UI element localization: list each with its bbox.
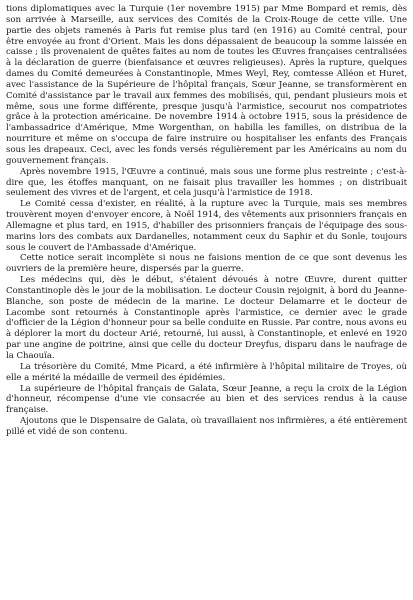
paragraph-6: La trésorière du Comité, Mme Picard, a été infirmière à l'hôpital militaire de Troyes, où elle a mérité la médaille de vermeil des épidémies. (6, 361, 407, 383)
paragraph-8: Ajoutons que le Dispensaire de Galata, où travaillaient nos infirmières, a été entièrement pillé et vidé de son contenu. (6, 416, 407, 437)
paragraph-7: La supérieure de l'hôpital français de Galata, Sœur Jeanne, a reçu la croix de la Légion d'honneur, récompense d'une vie consacrée au bien et des services rendus à la cause française. (6, 383, 407, 416)
paragraph-2: Après novembre 1915, l'Œuvre a continué, mais sous une forme plus restreinte ; c'est-à-dire que, les étoffes manquant, on ne faisait plus travailler les hommes ; on distribuait seulement des vivres et de l'argent, et cela jusqu'à l'armistice de 1918. (6, 166, 407, 199)
paragraph-4: Cette notice serait incomplète si nous ne faisions mention de ce que sont devenus les ouvriers de la première heure, dispersés par la guerre. (6, 253, 407, 275)
document-page (6, 4, 407, 596)
paragraph-1: tions diplomatiques avec la Turquie (1er novembre 1915) par Mme Bompard et remis, dès son arrivée à Marseille, aux services des Comités de la Croix-Rouge de cette ville. Une partie des objets ramenés à Paris fut remise plus tard (en 1916) au Comité central, pour être envoyée au front d'Orient. Mais les dons dépassaient de beaucoup la somme laissée en caisse ; ils provenaient de quêtes faites au nom de toutes les Œuvres françaises centralisées à la déclaration de guerre (bienfaisance et œuvres religieuses). Après la rupture, quelques dames du Comité demeurées à Constantinople, Mmes Weyl, Rey, comtesse Alléon et Huret, avec l'assistance de la Supérieure de l'hôpital français, Sœur Jeanne, se transformèrent en Comité d'assistance par le travail aux femmes des mobilisés, qui, pendant plusieurs mois et même, sous une forme différente, presque jusqu'à l'armistice, secourut nos compatriotes grâce à la protection américaine. De novembre 1914 à octobre 1915, sous la présidence de l'ambassadrice d'Amérique, Mme Worgenthan, on habilla les familles, on distribua de la nourriture et même on s'occupa de faire instruire ou hospitaliser les enfants des Français sous les drapeaux. Ceci, avec les fonds versés régulièrement par les Américains au nom du gouvernement français. (6, 4, 407, 166)
paragraph-5: Les médecins qui, dès le début, s'étaient dévoués à notre Œuvre, durent quitter Constantinople dès le jour de la mobilisation. Le docteur Cousin rejoignit, à bord du Jeanne-Blanche, son poste de médecin de la marine. Le docteur Delamarre et le docteur de Lacombe sont retournés à Constantinople après l'armistice, ce dernier avec le grade d'officier de la Légion d'honneur pour sa belle conduite en Russie. Par contre, nous avons eu à déplorer la mort du docteur Arié, retourné, lui aussi, à Constantinople, et enlevé en 1920 par une angine de poitrine, ainsi que celle du docteur Dreyfus, disparu dans le naufrage de la Chaouïa. (6, 275, 407, 361)
paragraph-3: Le Comité cessa d'exister, en réalité, à la rupture avec la Turquie, mais ses membres trouvèrent moyen d'envoyer encore, à Noël 1914, des vêtements aux prisonniers français en Allemagne et plus tard, en 1915, d'habiller des prisonniers français de l'équipage des sous-marins lors des combats aux Dardanelles, notamment ceux du Saphir et du Sonle, toujours sous le couvert de l'Ambassade d'Amérique. (6, 199, 407, 253)
